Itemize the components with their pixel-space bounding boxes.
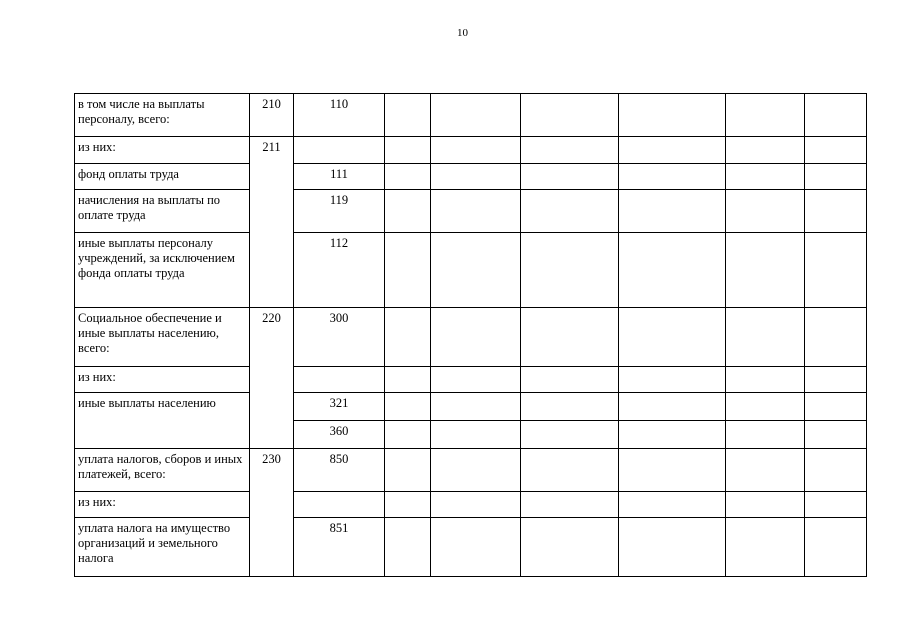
value-cell (726, 164, 805, 190)
kbk-cell: 321 (294, 393, 385, 421)
value-cell (619, 367, 726, 393)
value-cell (619, 449, 726, 492)
value-cell (805, 137, 867, 164)
value-cell (726, 492, 805, 518)
value-cell (431, 421, 521, 449)
row-code-cell: 230 (250, 449, 294, 577)
value-cell (521, 449, 619, 492)
value-cell (619, 164, 726, 190)
value-cell (385, 94, 431, 137)
value-cell (521, 190, 619, 233)
value-cell (521, 137, 619, 164)
value-cell (619, 393, 726, 421)
value-cell (726, 449, 805, 492)
row-name-cell: из них: (75, 137, 250, 164)
kbk-cell (294, 492, 385, 518)
table-row (75, 449, 867, 492)
value-cell (726, 367, 805, 393)
value-cell (805, 518, 867, 577)
row-code-cell: 211 (250, 137, 294, 308)
value-cell (619, 233, 726, 308)
value-cell (726, 308, 805, 367)
table-row (75, 233, 867, 308)
table-row (75, 164, 867, 190)
value-cell (431, 449, 521, 492)
value-cell (385, 449, 431, 492)
value-cell (431, 393, 521, 421)
value-cell (431, 518, 521, 577)
kbk-cell: 110 (294, 94, 385, 137)
row-name-cell: начисления на выплаты по оплате труда (75, 190, 250, 233)
table-row (75, 137, 867, 164)
value-cell (805, 164, 867, 190)
value-cell (431, 492, 521, 518)
row-name-cell: уплата налога на имущество организаций и земельного налога (75, 518, 250, 577)
value-cell (385, 421, 431, 449)
row-name-cell: в том числе на выплаты персоналу, всего: (75, 94, 250, 137)
value-cell (431, 190, 521, 233)
value-cell (805, 94, 867, 137)
value-cell (521, 421, 619, 449)
value-cell (521, 308, 619, 367)
kbk-cell: 300 (294, 308, 385, 367)
value-cell (805, 367, 867, 393)
kbk-cell: 850 (294, 449, 385, 492)
value-cell (805, 393, 867, 421)
value-cell (805, 449, 867, 492)
value-cell (385, 137, 431, 164)
row-code-cell: 210 (250, 94, 294, 137)
value-cell (805, 190, 867, 233)
value-cell (385, 492, 431, 518)
table-row (75, 518, 867, 577)
value-cell (385, 518, 431, 577)
value-cell (385, 233, 431, 308)
table-row (75, 94, 867, 137)
value-cell (726, 137, 805, 164)
value-cell (619, 94, 726, 137)
value-cell (805, 308, 867, 367)
table-row (75, 190, 867, 233)
row-name-cell: уплата налогов, сборов и иных платежей, всего: (75, 449, 250, 492)
value-cell (385, 164, 431, 190)
value-cell (521, 492, 619, 518)
row-name-cell: Социальное обеспечение и иные выплаты населению, всего: (75, 308, 250, 367)
value-cell (431, 233, 521, 308)
value-cell (619, 137, 726, 164)
table-row (75, 492, 867, 518)
value-cell (805, 492, 867, 518)
value-cell (385, 367, 431, 393)
value-cell (726, 233, 805, 308)
kbk-cell: 360 (294, 421, 385, 449)
value-cell (619, 421, 726, 449)
value-cell (431, 94, 521, 137)
kbk-cell: 119 (294, 190, 385, 233)
value-cell (431, 308, 521, 367)
value-cell (619, 492, 726, 518)
table-row (75, 393, 867, 421)
kbk-cell: 851 (294, 518, 385, 577)
kbk-cell: 111 (294, 164, 385, 190)
row-name-cell: иные выплаты персоналу учреждений, за исключением фонда оплаты труда (75, 233, 250, 308)
row-name-cell: фонд оплаты труда (75, 164, 250, 190)
row-name-cell: из них: (75, 367, 250, 393)
table-row (75, 367, 867, 393)
kbk-cell (294, 137, 385, 164)
table-row (75, 308, 867, 367)
value-cell (619, 308, 726, 367)
value-cell (431, 164, 521, 190)
kbk-cell (294, 367, 385, 393)
value-cell (521, 367, 619, 393)
value-cell (726, 518, 805, 577)
value-cell (805, 233, 867, 308)
row-name-cell: иные выплаты населению (75, 393, 250, 449)
value-cell (521, 94, 619, 137)
value-cell (619, 190, 726, 233)
value-cell (431, 137, 521, 164)
page-number: 10 (457, 27, 468, 39)
value-cell (431, 367, 521, 393)
value-cell (385, 308, 431, 367)
value-cell (619, 518, 726, 577)
value-cell (521, 518, 619, 577)
row-name-cell: из них: (75, 492, 250, 518)
value-cell (726, 190, 805, 233)
value-cell (521, 233, 619, 308)
row-code-cell: 220 (250, 308, 294, 449)
value-cell (385, 190, 431, 233)
value-cell (521, 164, 619, 190)
value-cell (726, 94, 805, 137)
budget-table (74, 93, 867, 577)
value-cell (726, 393, 805, 421)
value-cell (521, 393, 619, 421)
value-cell (805, 421, 867, 449)
value-cell (385, 393, 431, 421)
kbk-cell: 112 (294, 233, 385, 308)
value-cell (726, 421, 805, 449)
